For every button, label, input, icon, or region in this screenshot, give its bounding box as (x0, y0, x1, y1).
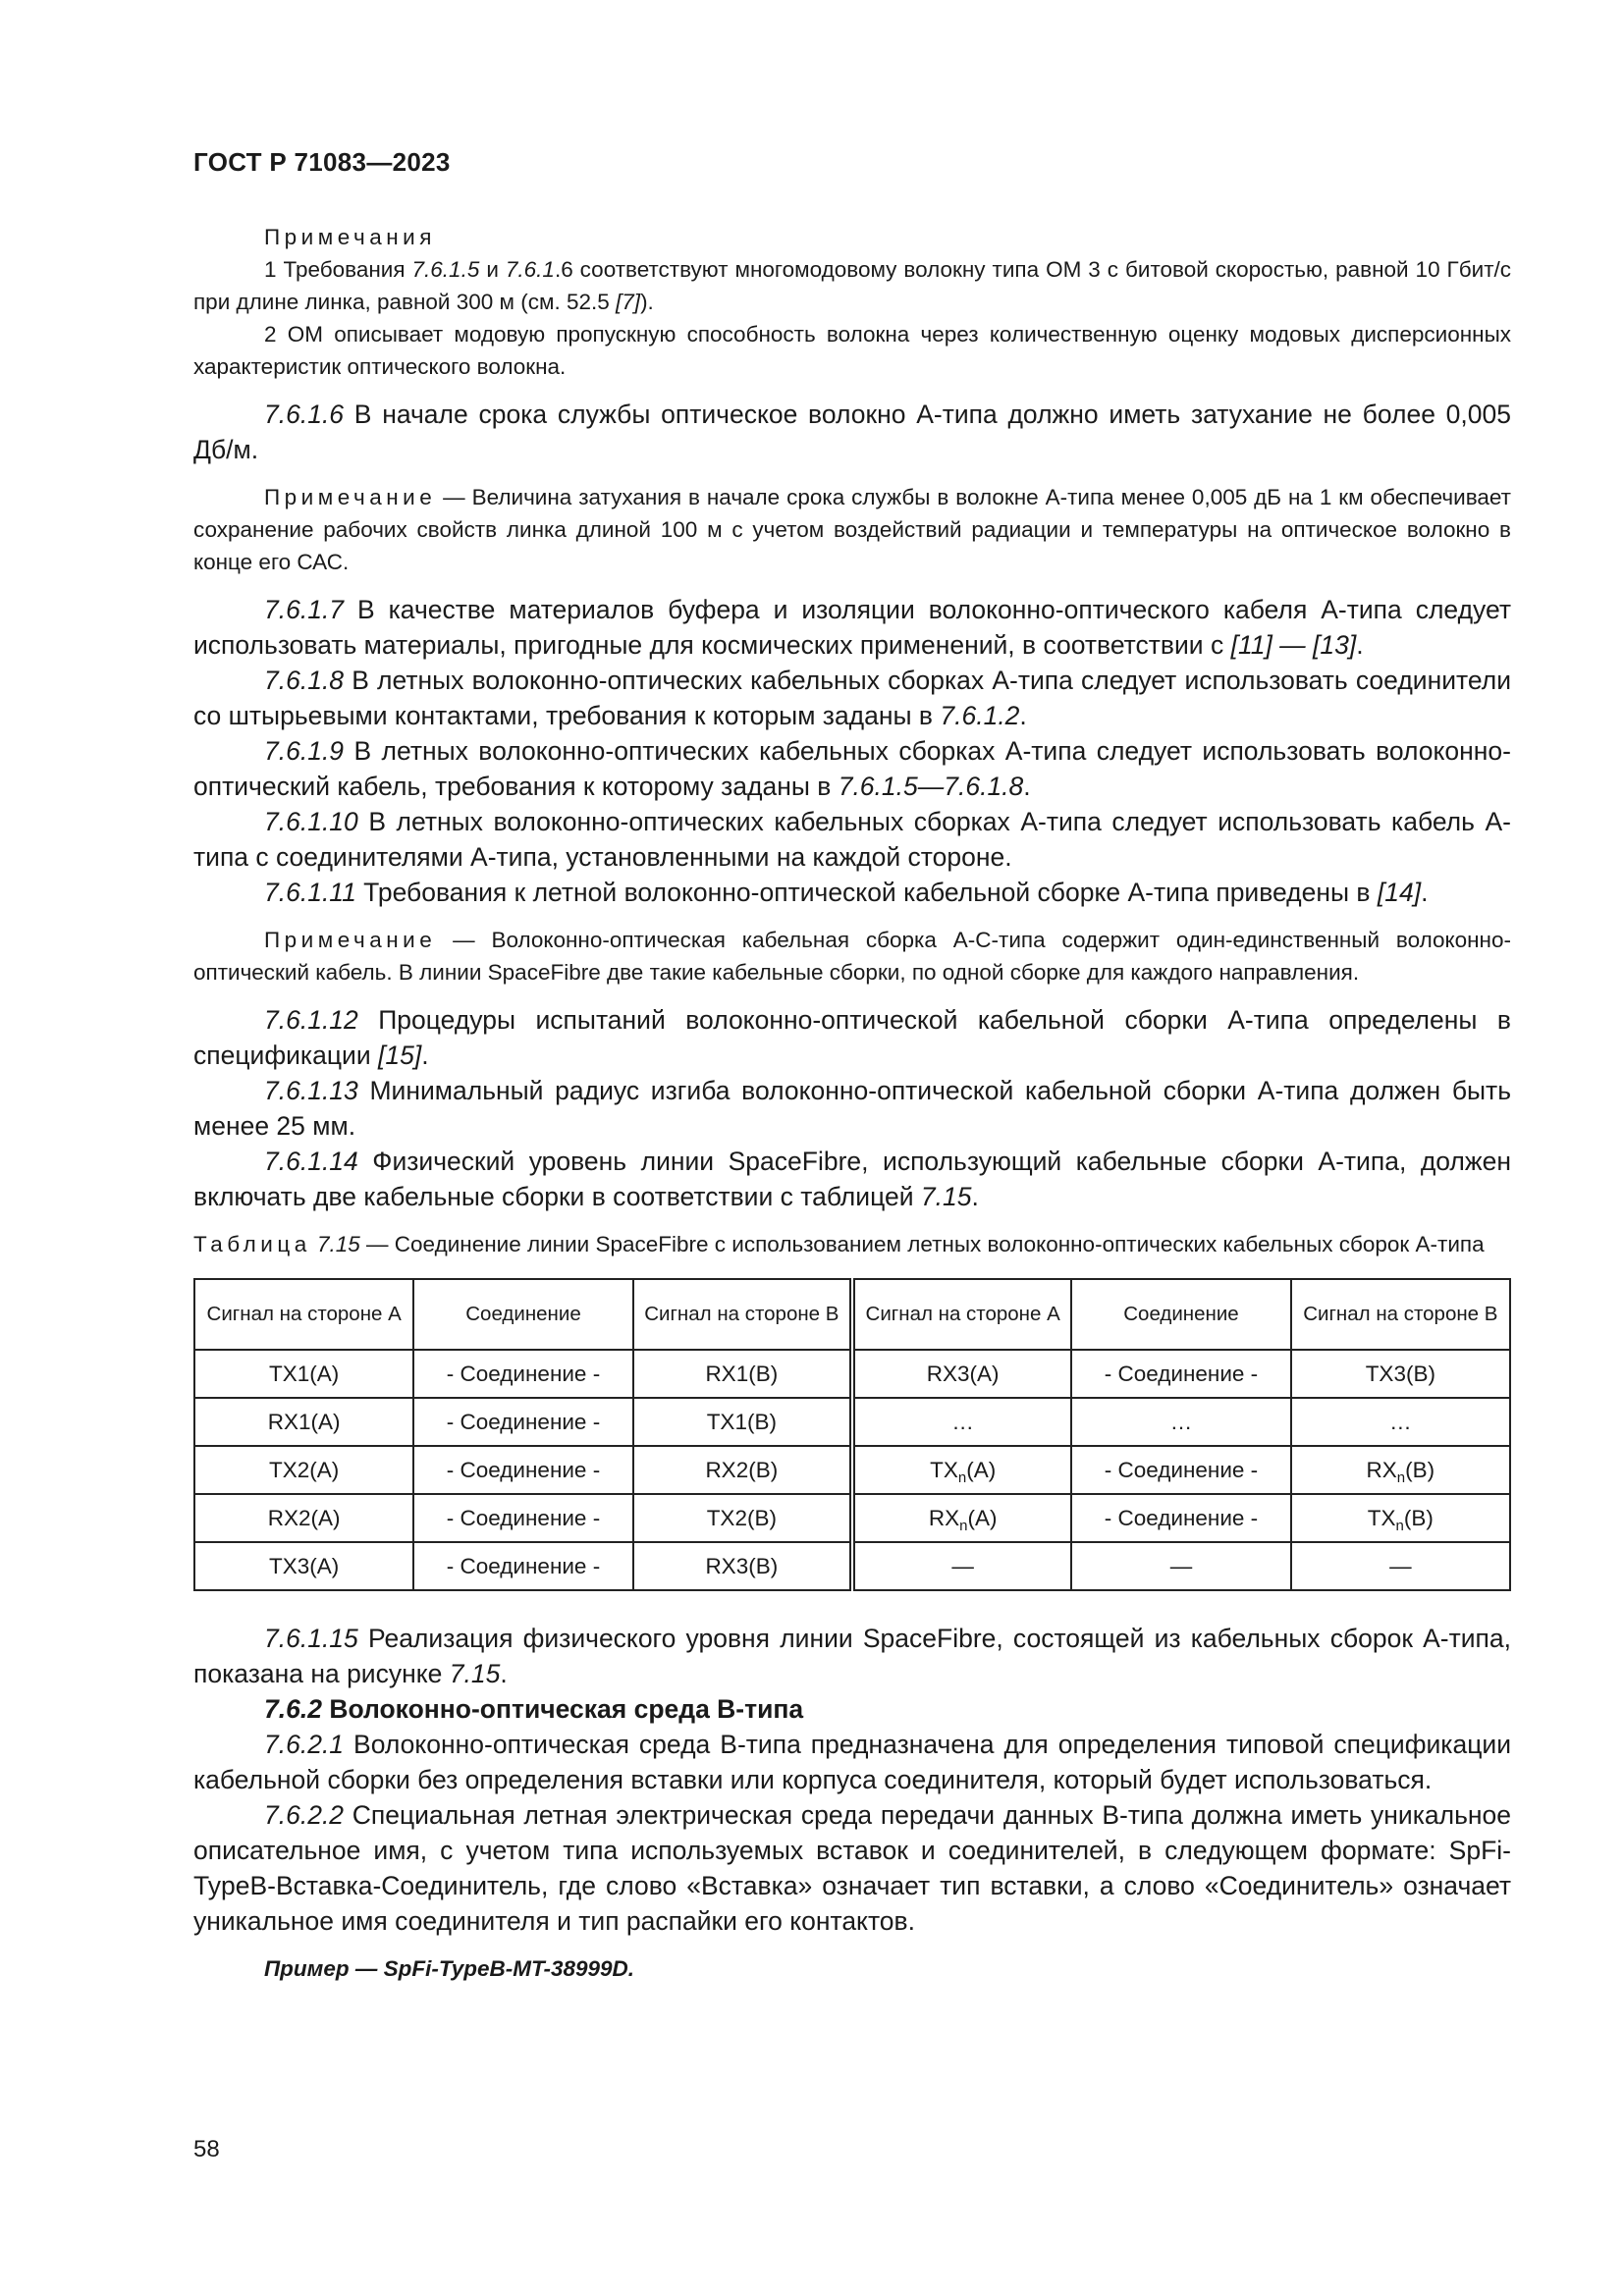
section-heading-762: 7.6.2 Волоконно-оптическая среда В-типа (264, 1694, 804, 1724)
example-line: Пример — SpFi-TypeB-MT-38999D. (264, 1956, 635, 1981)
table-cell: RX2(A) (194, 1494, 413, 1542)
page-content (193, 221, 1511, 1982)
table-cell: — (1071, 1542, 1290, 1590)
note-2: 2 ОМ описывает модовую пропускную способность волокна через количественную оценку модовых дисперсионных характеристик оптического волокна. (193, 322, 1511, 379)
table-header-cell: Соединение (1071, 1279, 1290, 1350)
table-cell: $TX_n(B)$ (1291, 1494, 1510, 1542)
table-cell: - Соединение - (1071, 1446, 1290, 1494)
table-cell: $TX_n(A)$ (852, 1446, 1071, 1494)
connection-table (193, 1278, 1511, 1591)
paragraph-76111: 7.6.1.11 Требования к летной волоконно-оптической кабельной сборке А-типа приведены в [14]. (264, 878, 1429, 907)
table-cell: — (852, 1542, 1071, 1590)
table-cell: RX3(B) (633, 1542, 852, 1590)
table-cell: … (852, 1398, 1071, 1446)
table-caption: Таблица 7.15 — Соединение линии SpaceFibre с использованием летных волоконно-оптических кабельных сборок А-типа (193, 1232, 1485, 1256)
table-cell: TX2(A) (194, 1446, 413, 1494)
document-header: ГОСТ Р 71083—2023 (193, 147, 451, 177)
table-header-cell: Сигнал на стороне В (633, 1279, 852, 1350)
notes-label: Примечания (264, 225, 436, 249)
table-row (194, 1542, 1510, 1590)
table-cell: TX1(B) (633, 1398, 852, 1446)
table-cell: - Соединение - (1071, 1494, 1290, 1542)
paragraph-76112: 7.6.1.12 Процедуры испытаний волоконно-оптической кабельной сборки А-типа определены в спецификации [15]. (193, 1005, 1511, 1070)
table-cell: $RX_n(B)$ (1291, 1446, 1510, 1494)
table-cell: — (1291, 1542, 1510, 1590)
table-cell: - Соединение - (1071, 1350, 1290, 1398)
table-header-row (194, 1279, 1510, 1350)
table-cell: $RX_n(A)$ (852, 1494, 1071, 1542)
note-7616: Примечание — Величина затухания в начале срока службы в волокне А-типа менее 0,005 дБ на 1 км обеспечивает сохранение рабочих свойств линка длиной 100 м с учетом воздействий радиации и температуры на оптическое волокно в конце его САС. (193, 485, 1511, 574)
table-cell: … (1071, 1398, 1290, 1446)
table-cell: TX2(B) (633, 1494, 852, 1542)
table-cell: RX2(B) (633, 1446, 852, 1494)
table-cell: TX3(A) (194, 1542, 413, 1590)
paragraph-7618: 7.6.1.8 В летных волоконно-оптических кабельных сборках А-типа следует использовать соединители со штырьевыми контактами, требования к которым заданы в 7.6.1.2. (193, 666, 1511, 730)
notes-block (193, 221, 1511, 383)
table-row (194, 1398, 1510, 1446)
table-header-cell: Сигнал на стороне В (1291, 1279, 1510, 1350)
paragraph-7621: 7.6.2.1 Волоконно-оптическая среда В-типа предназначена для определения типовой спецификации кабельной сборки без определения вставки или корпуса соединителя, который будет использоваться. (193, 1730, 1511, 1794)
paragraph-76110: 7.6.1.10 В летных волоконно-оптических кабельных сборках А-типа следует использовать кабель А-типа с соединителями А-типа, установленными на каждой стороне. (193, 807, 1511, 872)
table-cell: - Соединение - (413, 1350, 632, 1398)
paragraph-7622: 7.6.2.2 Специальная летная электрическая среда передачи данных В-типа должна иметь уникальное описательное имя, с учетом типа используемых вставок и соединителей, в следующем формате: SpFi-TypeB-Вставка-Соединитель, где слово «Вставка» означает тип вставки, а слово «Соединитель» означает уникальное имя соединителя и тип распайки его контактов. (193, 1800, 1511, 1936)
table-header-cell: Соединение (413, 1279, 632, 1350)
table-cell: - Соединение - (413, 1494, 632, 1542)
table-cell: RX3(A) (852, 1350, 1071, 1398)
page-number: 58 (193, 2136, 220, 2163)
table-cell: - Соединение - (413, 1542, 632, 1590)
paragraph-76113: 7.6.1.13 Минимальный радиус изгиба волоконно-оптической кабельной сборки А-типа должен быть менее 25 мм. (193, 1076, 1511, 1141)
table-cell: … (1291, 1398, 1510, 1446)
table-cell: RX1(A) (194, 1398, 413, 1446)
table-row (194, 1350, 1510, 1398)
note-1: 1 Требования 7.6.1.5 и 7.6.1.6 соответствуют многомодовому волокну типа ОМ 3 с битовой скоростью, равной 10 Гбит/с при длине линка, равной 300 м (см. 52.5 [7]). (193, 257, 1512, 314)
table-cell: RX1(B) (633, 1350, 852, 1398)
paragraph-76115: 7.6.1.15 Реализация физического уровня линии SpaceFibre, состоящей из кабельных сборок А-типа, показана на рисунке 7.15. (193, 1624, 1511, 1688)
table-row (194, 1494, 1510, 1542)
paragraph-7619: 7.6.1.9 В летных волоконно-оптических кабельных сборках А-типа следует использовать волоконно-оптический кабель, требования к которому заданы в 7.6.1.5—7.6.1.8. (193, 736, 1511, 801)
table-cell: TX3(B) (1291, 1350, 1510, 1398)
paragraph-76114: 7.6.1.14 Физический уровень линии SpaceFibre, использующий кабельные сборки А-типа, должен включать две кабельные сборки в соответствии с таблицей 7.15. (193, 1147, 1511, 1211)
table-header-cell: Сигнал на стороне А (852, 1279, 1071, 1350)
note-76111: Примечание — Волоконно-оптическая кабельная сборка А-С-типа содержит один-единственный волоконно-оптический кабель. В линии SpaceFibre две такие кабельные сборки, по одной сборке для каждого направления. (193, 928, 1511, 985)
paragraph-7617: 7.6.1.7 В качестве материалов буфера и изоляции волоконно-оптического кабеля А-типа следует использовать материалы, пригодные для космических применений, в соответствии с [11] — [13]. (193, 595, 1511, 660)
table-cell: - Соединение - (413, 1446, 632, 1494)
table-cell: TX1(A) (194, 1350, 413, 1398)
table-cell: - Соединение - (413, 1398, 632, 1446)
paragraph-7616: 7.6.1.6 В начале срока службы оптическое волокно А-типа должно иметь затухание не более 0,005 Дб/м. (193, 400, 1511, 464)
table-header-cell: Сигнал на стороне А (194, 1279, 413, 1350)
table-row (194, 1446, 1510, 1494)
